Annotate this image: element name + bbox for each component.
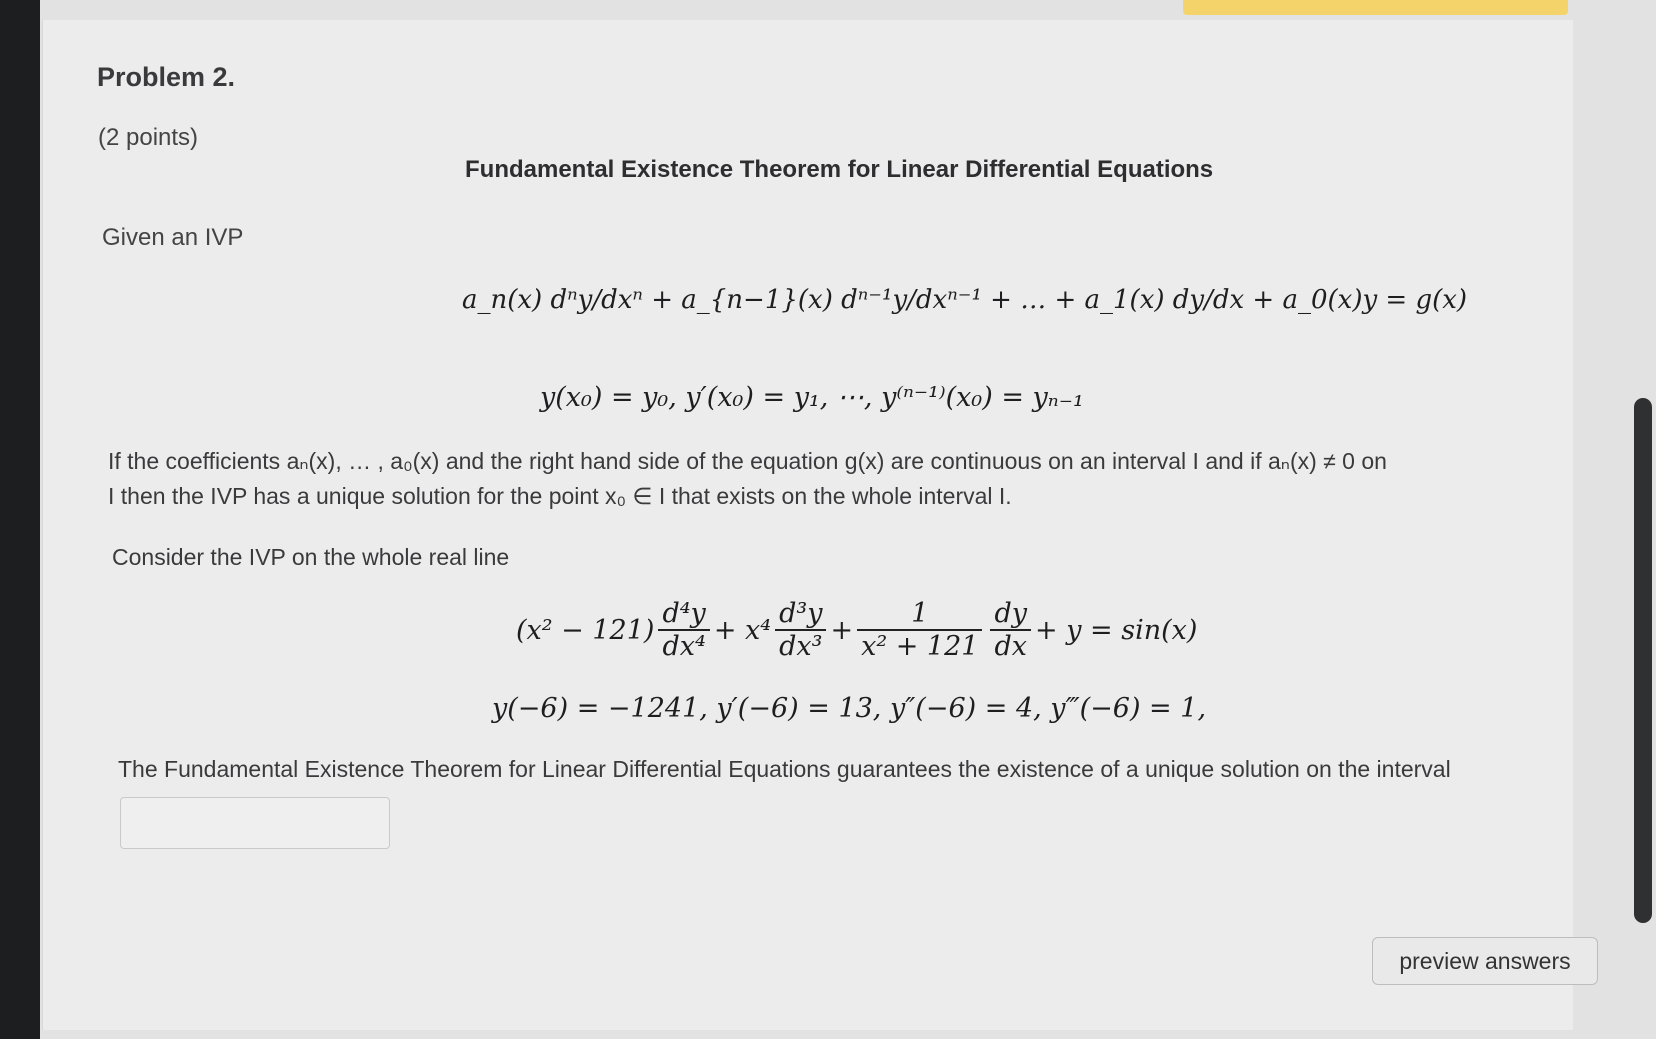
d4-numerator: d⁴y [658,598,709,631]
general-initial-conditions: y(x₀) = y₀, y′(x₀) = y₁, ⋯, y⁽ⁿ⁻¹⁾(x₀) = yₙ₋₁ [540,382,1084,413]
specific-initial-conditions: y(−6) = −1241, y′(−6) = 13, y″(−6) = 4, y‴(−6) = 1, [492,693,1207,724]
d1-denominator: dx [994,631,1027,662]
plus-sign: + [830,614,854,646]
fraction-numerator: 1 [857,598,982,631]
notice-banner [1183,0,1568,15]
d3-numerator: d³y [775,598,826,631]
theorem-title: Fundamental Existence Theorem for Linear Differential Equations [465,156,1214,183]
interval-answer-input[interactable] [120,797,390,849]
specific-equation [516,598,1197,662]
points-label: (2 points) [98,124,199,151]
equation-rhs: + y = sin(x) [1035,614,1198,646]
guarantee-text: The Fundamental Existence Theorem for Linear Differential Equations guarantees the existence of a unique solution on the interval [118,756,1451,782]
scrollbar[interactable] [1634,398,1652,923]
coef-fourth: (x² − 121) [516,614,655,646]
first-derivative [990,598,1031,662]
preview-answers-button[interactable]: preview answers [1372,937,1598,985]
coefficient-fraction [857,598,982,662]
theorem-statement-line1: If the coefficients aₙ(x), … , a₀(x) and the right hand side of the equation g(x) are continuous on an interval I and if aₙ(x) ≠ 0 on [108,448,1387,474]
coef-third: + x⁴ [713,614,772,646]
given-label: Given an IVP [102,224,244,251]
d3-denominator: dx³ [779,631,823,662]
general-equation: a_n(x) dⁿy/dxⁿ + a_{n−1}(x) dⁿ⁻¹y/dxⁿ⁻¹ + … + a_1(x) dy/dx + a_0(x)y = g(x) [462,285,1468,315]
d1-numerator: dy [990,598,1031,631]
problem-title: Problem 2. [97,62,236,92]
consider-label: Consider the IVP on the whole real line [112,544,510,570]
theorem-statement-line2: I then the IVP has a unique solution for the point x₀ ∈ I that exists on the whole interval I. [108,483,1012,509]
fourth-derivative [658,598,709,662]
third-derivative [775,598,826,662]
d4-denominator: dx⁴ [662,631,706,662]
fraction-denominator: x² + 121 [861,631,979,662]
